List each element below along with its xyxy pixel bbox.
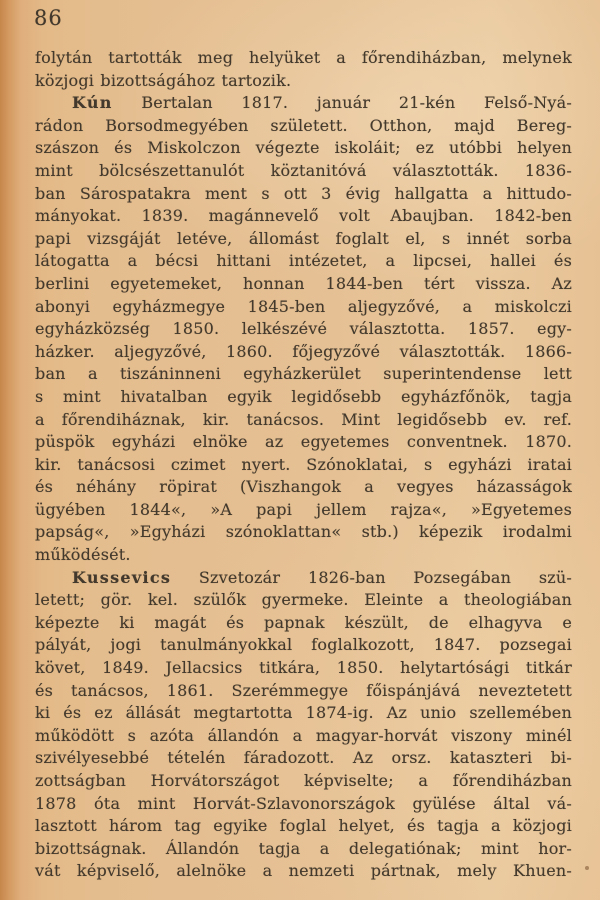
text-line: s mint hivatalban egyik legidősebb egyházfőnök, tagja	[35, 386, 572, 406]
text-line: Kussevics Szvetozár 1826-ban Pozsegában szü-	[72, 567, 572, 587]
text-line: szivélyesebbé tételén fáradozott. Az orsz. kataszteri bi-	[35, 748, 572, 768]
text-line: bizottságnak. Állandón tagja a delegatiónak; mint hor-	[35, 838, 572, 858]
text-line: közjogi bizottságához tartozik.	[35, 70, 292, 90]
entry-name-bold: Kussevics	[72, 567, 172, 587]
text-line: követ, 1849. Jellacsics titkára, 1850. helytartósági titkár	[35, 658, 572, 678]
text-line: püspök egyházi elnöke az egyetemes conventnek. 1870.	[35, 432, 572, 452]
scan-speck	[585, 866, 589, 870]
text-line: lasztott három tag egyike foglal helyet, és tagja a közjogi	[35, 816, 572, 836]
text-line: kir. tanácsosi czimet nyert. Szónoklatai, s egyházi iratai	[35, 454, 572, 474]
text-line: papi vizsgáját letéve, állomást foglalt el, s innét sorba	[35, 228, 572, 248]
text-line: látogatta a bécsi hittani intézetet, a lipcsei, hallei és	[35, 251, 572, 271]
text-line: működését.	[35, 545, 131, 565]
text-line: letett; gör. kel. szülők gyermeke. Eleinte a theologiában	[35, 590, 572, 610]
text-line: abonyi egyházmegye 1845-ben aljegyzővé, a miskolczi	[35, 296, 572, 316]
text-line: ban Sárospatakra ment s ott 3 évig hallgatta a hittudo-	[35, 183, 572, 203]
text-line: szászon és Miskolczon végezte iskoláit; ez utóbbi helyen	[35, 138, 572, 158]
text-line: ki és ez állását megtartotta 1874-ig. Az unio szellemében	[35, 703, 572, 723]
text-line: a főrendiháznak, kir. tanácsos. Mint legidősebb ev. ref.	[35, 409, 572, 429]
text-line: képezte ki magát és papnak készült, de elhagyva e	[35, 612, 572, 632]
text-line: egyházközség 1850. lelkészévé választotta. 1857. egy-	[35, 319, 572, 339]
text-line: és tanácsos, 1861. Szerémmegye főispánjává neveztetett	[35, 680, 572, 700]
page-number: 86	[34, 6, 63, 30]
text-line: berlini egyetemeket, honnan 1844-ben tért vissza. Az	[35, 273, 572, 293]
text-line: ban a tiszáninneni egyházkerület superintendense lett	[35, 364, 572, 384]
text-line: és néhány röpirat (Viszhangok a vegyes házasságok	[35, 477, 572, 497]
entry-name-bold: Kún	[72, 93, 113, 113]
text-line: vát képviselő, alelnöke a nemzeti pártnak, mely Khuen-	[35, 861, 572, 881]
scan-speck	[560, 758, 562, 760]
text-line: mint bölcsészettanulót köztanitóvá választották. 1836-	[35, 160, 572, 180]
text-line: ügyében 1844«, »A papi jellem rajza«, »Egyetemes	[35, 499, 572, 519]
text-line: házker. aljegyzővé, 1860. főjegyzővé választották. 1866-	[35, 341, 572, 361]
text-line: mányokat. 1839. magánnevelő volt Abaujban. 1842-ben	[35, 206, 572, 226]
text-line: pályát, jogi tanulmányokkal foglalkozott, 1847. pozsegai	[35, 635, 572, 655]
text-line: folytán tartották meg helyüket a főrendiházban, melynek	[35, 48, 572, 67]
text-line: zottságban Horvátországot képviselte; a főrendiházban	[35, 771, 572, 790]
text-line: működött s azóta állandón a magyar-horvát viszony minél	[35, 725, 572, 745]
text-line: rádon Borsodmegyében született. Otthon, majd Bereg-	[35, 115, 572, 135]
text-line: papság«, »Egyházi szónoklattan« stb.) képezik irodalmi	[35, 522, 572, 542]
text-block	[35, 47, 572, 883]
text-line: Kún Bertalan 1817. január 21-kén Felső-Nyá-	[72, 93, 572, 113]
text-line: 1878 óta mint Horvát-Szlavonországok gyülése által vá-	[35, 793, 572, 813]
